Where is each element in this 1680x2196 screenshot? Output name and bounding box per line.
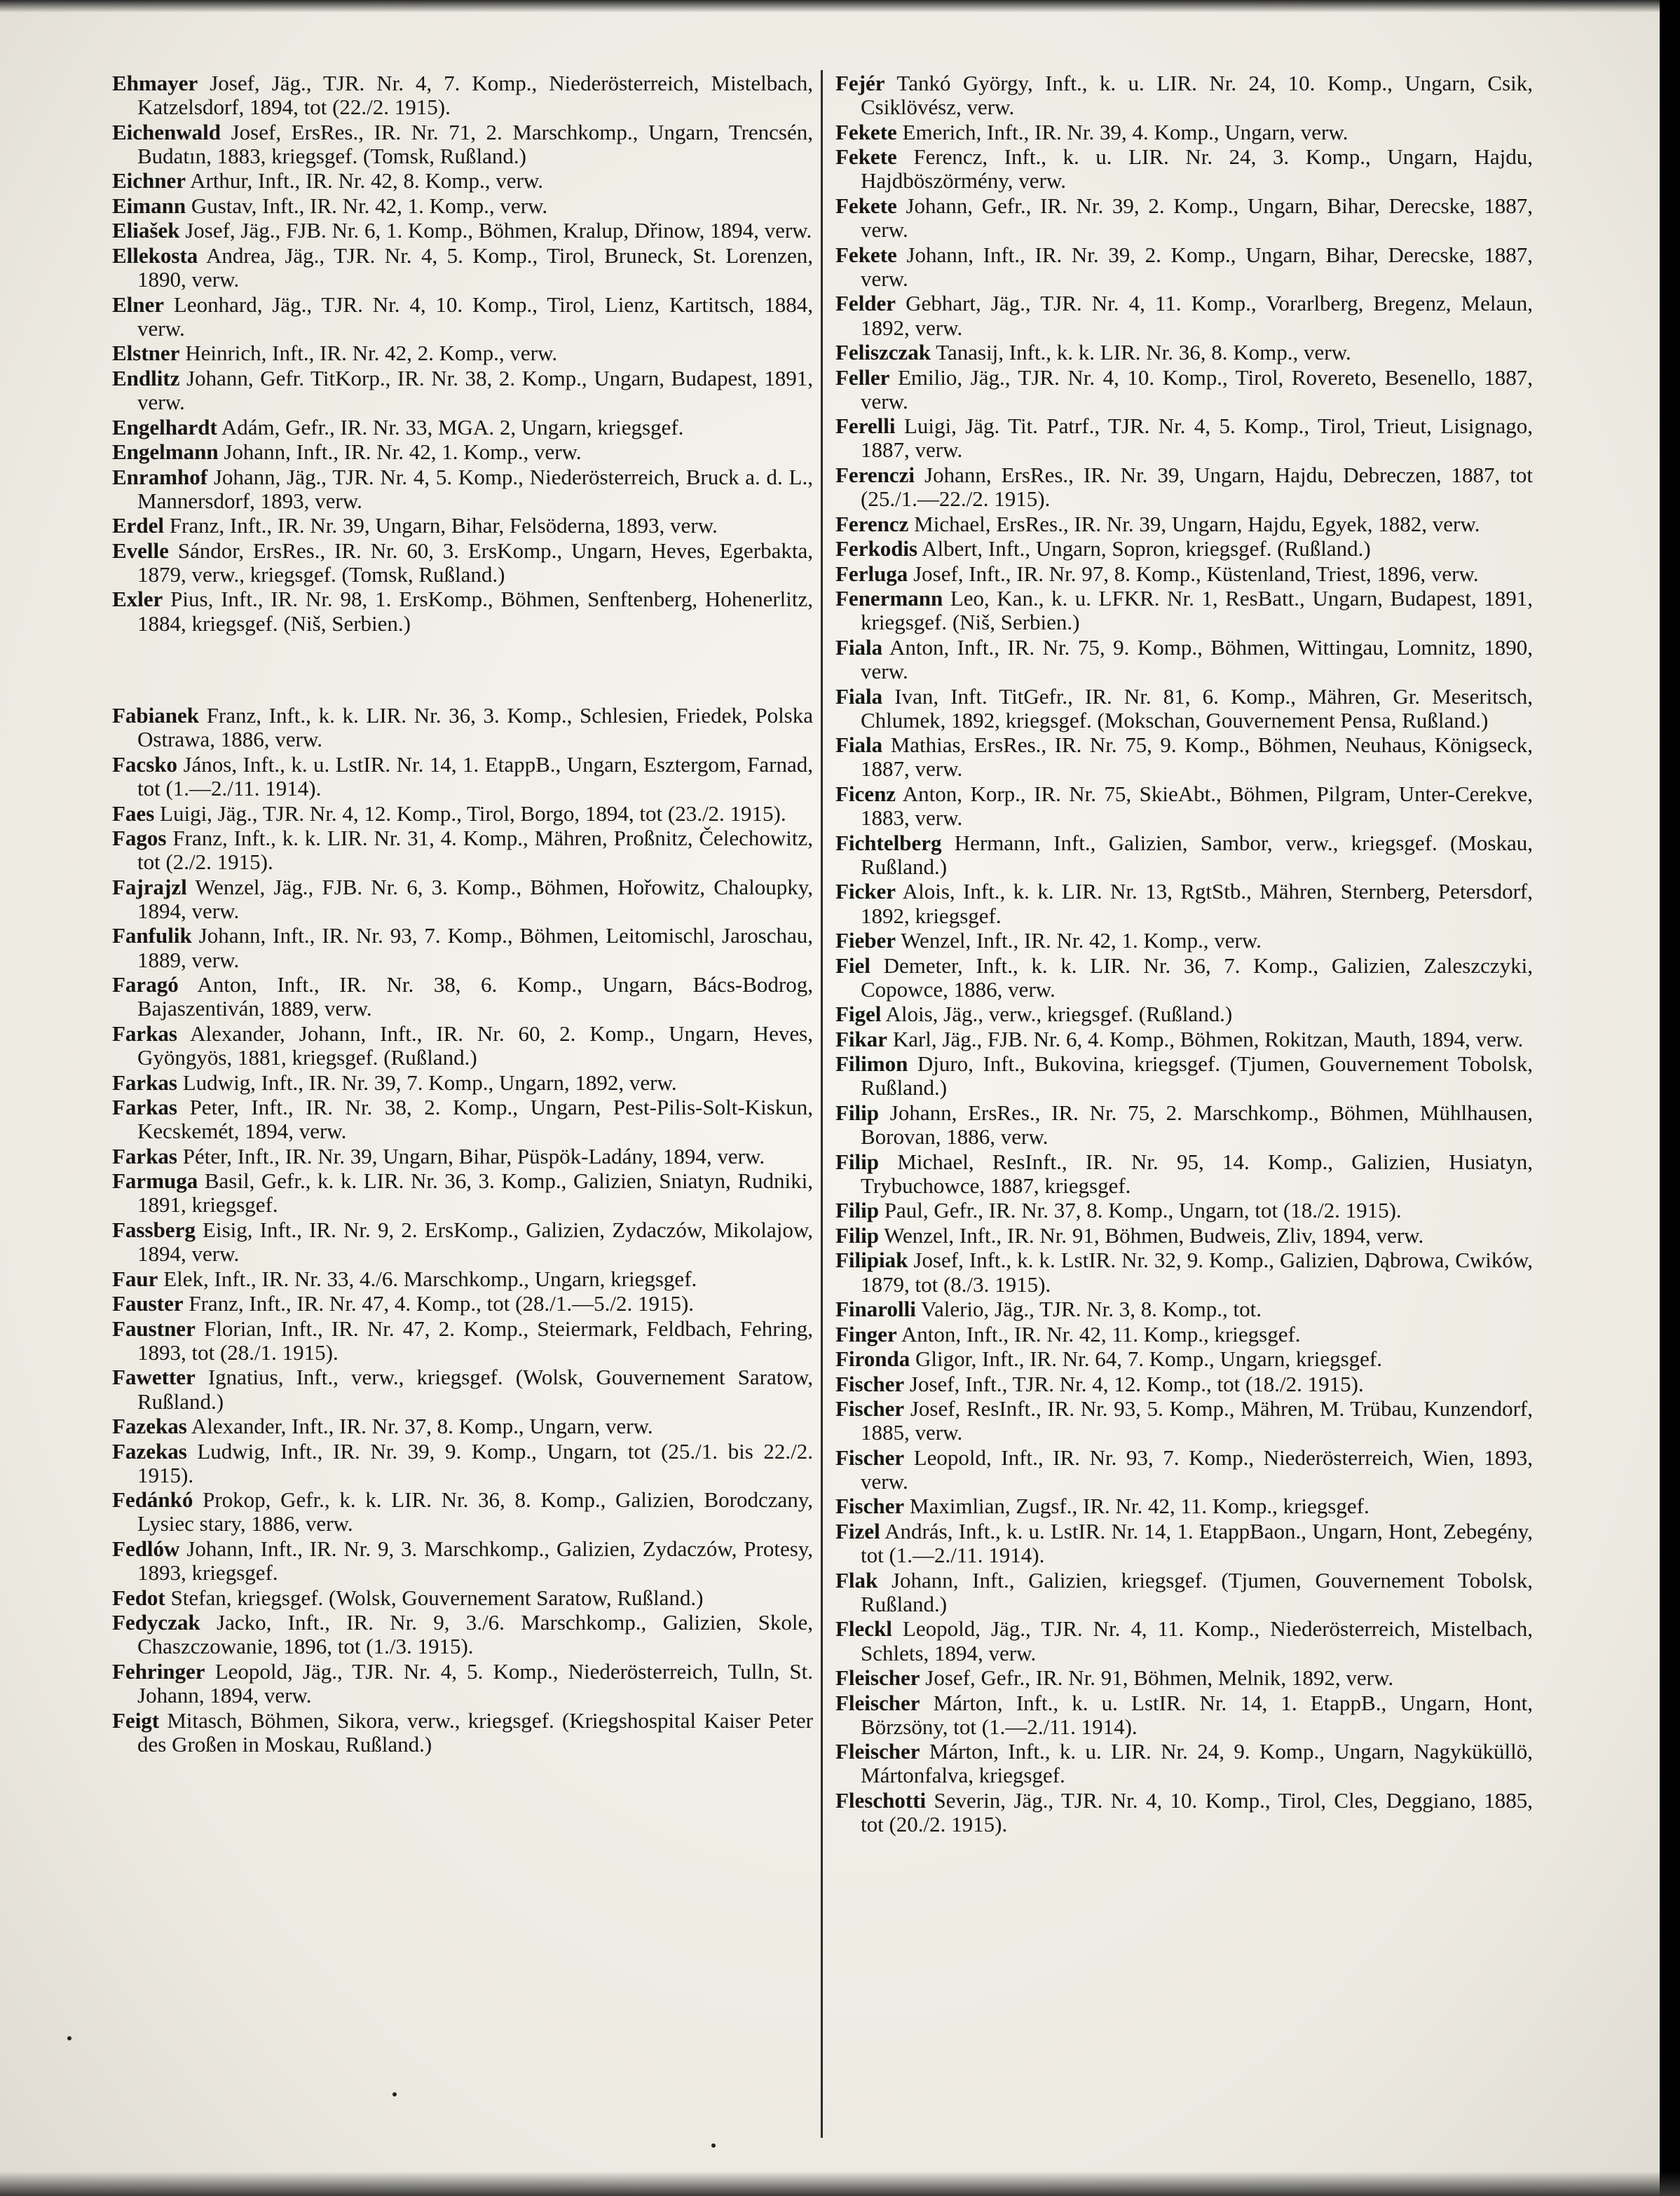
entry-surname: Fedyczak (112, 1610, 200, 1635)
entry-surname: Filimon (835, 1051, 908, 1077)
entry-details: Leopold, Inft., IR. Nr. 93, 7. Komp., Niederösterreich, Wien, 1893, verw. (861, 1445, 1534, 1494)
entry-details: Jacko, Inft., IR. Nr. 9, 3./6. Marschkomp., Galizien, Skole, Chaszczowanie, 1896, tot (1./3. 1915). (137, 1610, 814, 1659)
register-entry (112, 1611, 813, 1658)
register-entry (835, 243, 1533, 291)
right-entries (835, 71, 1533, 1836)
entry-surname: Filipiak (835, 1248, 908, 1273)
entry-details: Johann, Inft., IR. Nr. 9, 3. Marschkomp., Galizien, Zydaczów, Protesy, 1893, kriegsgef. (137, 1536, 814, 1585)
register-entry (112, 924, 813, 971)
entry-details: Basil, Gefr., k. k. LIR. Nr. 36, 3. Komp., Galizien, Sniatyn, Rudniki, 1891, kriegsgef. (137, 1168, 813, 1218)
entry-surname: Filip (835, 1100, 880, 1125)
register-entry (112, 1586, 813, 1610)
register-entry (112, 121, 813, 168)
register-entry (835, 292, 1533, 339)
entry-details: Ludwig, Inft., IR. Nr. 39, 9. Komp., Ungarn, tot (25./1. bis 22./2. 1915). (137, 1438, 813, 1487)
register-entry (112, 753, 813, 800)
register-entry (112, 416, 813, 439)
entry-surname: Fizel (835, 1518, 880, 1543)
entry-details: Valerio, Jäg., TJR. Nr. 3, 8. Komp., tot. (921, 1297, 1262, 1322)
entry-details: Ignatius, Inft., verw., kriegsgef. (Wolsk, Gouvernement Saratow, Rußland.) (137, 1365, 813, 1414)
entry-surname: Feliszczak (835, 340, 931, 365)
register-entry (835, 537, 1533, 561)
entry-details: Alois, Inft., k. k. LIR. Nr. 13, RgtStb., Mähren, Sternberg, Petersdorf, 1892, kriegsgef. (861, 879, 1533, 928)
register-entry (112, 194, 813, 218)
register-entry (835, 1028, 1533, 1051)
register-entry (835, 1494, 1533, 1518)
register-entry (112, 71, 813, 119)
entry-surname: Fiala (835, 634, 883, 660)
register-entry (112, 587, 813, 635)
register-entry (835, 1150, 1533, 1198)
entry-details: Franz, Inft., k. k. LIR. Nr. 31, 4. Komp., Mähren, Proßnitz, Čelechowitz, tot (2./2. 1915). (137, 826, 814, 875)
register-entry (112, 341, 813, 365)
register-entry (835, 1666, 1533, 1690)
register-entry (112, 1022, 813, 1070)
entry-details: Leonhard, Jäg., TJR. Nr. 4, 10. Komp., Tirol, Lienz, Kartitsch, 1884, verw. (137, 292, 813, 341)
entry-surname: Fischer (835, 1371, 905, 1396)
register-entry (112, 293, 813, 341)
entry-details: Prokop, Gefr., k. k. LIR. Nr. 36, 8. Komp., Galizien, Borodczany, Lysiec stary, 1886, verw. (137, 1487, 813, 1536)
entry-surname: Fekete (835, 242, 897, 267)
entry-details: Leopold, Jäg., TJR. Nr. 4, 5. Komp., Niederösterreich, Tulln, St. Johann, 1894, verw. (137, 1658, 813, 1708)
entry-details: Elek, Inft., IR. Nr. 33, 4./6. Marschkomp., Ungarn, kriegsgef. (163, 1266, 697, 1291)
register-entry (112, 465, 813, 513)
entry-surname: Ellekosta (112, 243, 198, 268)
entry-surname: Elner (112, 292, 165, 317)
register-entry (112, 1537, 813, 1585)
entry-surname: Eimann (112, 193, 186, 218)
section-gap (112, 636, 813, 704)
entry-details: Ivan, Inft. TitGefr., IR. Nr. 81, 6. Komp., Mähren, Gr. Meseritsch, Chlumek, 1892, kriegsgef. (Mokschan, Gouvernement Pensa, Rußland.) (861, 683, 1533, 732)
entry-surname: Feller (835, 364, 890, 390)
entry-surname: Faustner (112, 1316, 196, 1341)
scan-speck (392, 2092, 397, 2096)
entry-surname: Fassberg (112, 1217, 196, 1242)
entry-details: Karl, Jäg., FJB. Nr. 6, 4. Komp., Böhmen, Rokitzan, Mauth, 1894, verw. (892, 1026, 1524, 1051)
entry-details: Johann, Jäg., TJR. Nr. 4, 5. Komp., Niederösterreich, Bruck a. d. L., Mannersdorf, 1893, verw. (137, 464, 813, 513)
register-entry (112, 367, 813, 414)
entry-details: Michael, ErsRes., IR. Nr. 39, Ungarn, Hajdu, Egyek, 1882, verw. (914, 511, 1480, 536)
entry-surname: Fenermann (835, 586, 943, 611)
entry-surname: Endlitz (112, 365, 180, 390)
entry-details: András, Inft., k. u. LstIR. Nr. 14, 1. EtappBaon., Ungarn, Hont, Zebegény, tot (1.—2./11. 1914). (861, 1518, 1533, 1568)
entry-surname: Enramhof (112, 464, 208, 489)
entry-details: Maximlian, Zugsf., IR. Nr. 42, 11. Komp., kriegsgef. (909, 1494, 1370, 1519)
entry-surname: Fleckl (835, 1616, 892, 1642)
entry-details: Anton, Inft., IR. Nr. 42, 11. Komp., kriegsgef. (901, 1321, 1301, 1346)
entry-surname: Faragó (112, 972, 179, 997)
entry-details: Josef, Jäg., FJB. Nr. 6, 1. Komp., Böhmen, Kralup, Dřinow, 1894, verw. (185, 218, 812, 243)
register-entry (112, 514, 813, 538)
scan-speck (67, 2036, 71, 2040)
entry-details: Wenzel, Inft., IR. Nr. 42, 1. Komp., verw. (901, 928, 1262, 953)
entry-surname: Faur (112, 1266, 158, 1291)
register-entry (835, 1789, 1533, 1836)
register-entry (112, 440, 813, 464)
entry-details: Ferencz, Inft., k. u. LIR. Nr. 24, 3. Komp., Ungarn, Hajdu, Hajdböszörmény, verw. (861, 144, 1534, 193)
entry-details: Paul, Gefr., IR. Nr. 37, 8. Komp., Ungarn, tot (18./2. 1915). (884, 1198, 1402, 1223)
register-entry (835, 1224, 1533, 1248)
entry-details: Alois, Jäg., verw., kriegsgef. (Rußland.) (885, 1002, 1233, 1027)
left-column (112, 71, 813, 1757)
register-entry (835, 1199, 1533, 1222)
register-entry (835, 1520, 1533, 1567)
entry-surname: Ficker (835, 879, 896, 904)
entry-details: Gebhart, Jäg., TJR. Nr. 4, 11. Komp., Vorarlberg, Bregenz, Melaun, 1892, verw. (861, 291, 1533, 340)
entry-surname: Fichtelberg (835, 830, 942, 855)
register-entry (835, 1002, 1533, 1026)
entry-surname: Eichner (112, 168, 186, 193)
entry-surname: Flak (835, 1567, 878, 1593)
register-entry (112, 1096, 813, 1143)
left-entries-e (112, 71, 813, 636)
entry-details: Johann, Inft., IR. Nr. 42, 1. Komp., verw. (224, 439, 582, 465)
register-entry (835, 880, 1533, 927)
right-column (835, 71, 1533, 1838)
entry-surname: Fajrajzl (112, 874, 187, 899)
entry-surname: Felder (835, 291, 896, 316)
entry-details: Wenzel, Inft., IR. Nr. 91, Böhmen, Budweis, Zliv, 1894, verw. (884, 1222, 1424, 1248)
register-entry (835, 1347, 1533, 1371)
entry-details: Djuro, Inft., Bukovina, kriegsgef. (Tjumen, Gouvernement Tobolsk, Rußland.) (861, 1051, 1533, 1100)
register-entry (835, 414, 1533, 462)
entry-details: Stefan, kriegsgef. (Wolsk, Gouvernement Saratow, Rußland.) (170, 1585, 704, 1610)
register-entry (835, 831, 1533, 879)
entry-details: Andrea, Jäg., TJR. Nr. 4, 5. Komp., Tirol, Bruneck, St. Lorenzen, 1890, verw. (137, 243, 813, 292)
entry-details: Pius, Inft., IR. Nr. 98, 1. ErsKomp., Böhmen, Senftenberg, Hohenerlitz, 1884, kriegsgef. (Niš, Serbien.) (137, 587, 813, 636)
register-entry (835, 1372, 1533, 1396)
entry-details: Josef, Inft., TJR. Nr. 4, 12. Komp., tot (18./2. 1915). (909, 1371, 1364, 1396)
entry-details: Peter, Inft., IR. Nr. 38, 2. Komp., Ungarn, Pest-Pilis-Solt-Kiskun, Kecskemét, 1894, verw. (137, 1095, 813, 1144)
register-entry (835, 1248, 1533, 1296)
entry-details: Johann, Gefr. TitKorp., IR. Nr. 38, 2. Komp., Ungarn, Budapest, 1891, verw. (137, 365, 813, 415)
entry-details: Franz, Inft., k. k. LIR. Nr. 36, 3. Komp., Schlesien, Friedek, Polska Ostrawa, 1886, verw. (137, 703, 813, 752)
register-entry (835, 1397, 1533, 1445)
entry-details: Leo, Kan., k. u. LFKR. Nr. 1, ResBatt., Ungarn, Budapest, 1891, kriegsgef. (Niš, Serbien.) (861, 586, 1534, 635)
register-entry (835, 1617, 1533, 1665)
entry-surname: Ficenz (835, 781, 896, 806)
entry-surname: Fleschotti (835, 1787, 927, 1813)
register-entry (835, 636, 1533, 683)
register-entry (112, 973, 813, 1021)
entry-details: Arthur, Inft., IR. Nr. 42, 8. Komp., verw. (190, 168, 543, 193)
entry-surname: Farkas (112, 1021, 177, 1046)
entry-details: Emerich, Inft., IR. Nr. 39, 4. Komp., Ungarn, verw. (902, 119, 1348, 144)
entry-details: Mathias, ErsRes., IR. Nr. 75, 9. Komp., Böhmen, Neuhaus, Königseck, 1887, verw. (861, 732, 1534, 782)
entry-details: Josef, Inft., k. k. LstIR. Nr. 32, 9. Komp., Galizien, Dąbrowa, Cwików, 1879, tot (8./3. 1915). (861, 1248, 1533, 1297)
entry-surname: Fiala (835, 732, 883, 758)
entry-details: Mitasch, Böhmen, Sikora, verw., kriegsgef. (Kriegshospital Kaiser Peter des Großen in Moskau, Rußland.) (137, 1707, 814, 1757)
entry-details: Tanasij, Inft., k. k. LIR. Nr. 36, 8. Komp., verw. (936, 340, 1351, 365)
entry-details: Johann, Inft., IR. Nr. 93, 7. Komp., Böhmen, Leitomischl, Jaroschau, 1889, verw. (137, 923, 813, 972)
register-entry (112, 1660, 813, 1707)
register-entry (835, 562, 1533, 586)
entry-surname: Eichenwald (112, 119, 221, 144)
register-entry (835, 512, 1533, 536)
entry-details: Franz, Inft., IR. Nr. 47, 4. Komp., tot (28./1.—5./2. 1915). (189, 1291, 695, 1316)
entry-surname: Ferelli (835, 414, 896, 439)
entry-details: Josef, ResInft., IR. Nr. 93, 5. Komp., Mähren, M. Trübau, Kunzendorf, 1885, verw. (861, 1396, 1533, 1445)
entry-surname: Filip (835, 1222, 880, 1248)
entry-surname: Fekete (835, 144, 897, 170)
entry-details: Michael, ResInft., IR. Nr. 95, 14. Komp., Galizien, Husiatyn, Trybuchowce, 1887, kriegsgef. (861, 1149, 1533, 1198)
entry-details: Emilio, Jäg., TJR. Nr. 4, 10. Komp., Tirol, Rovereto, Besenello, 1887, verw. (861, 364, 1533, 414)
entry-surname: Ferenczi (835, 462, 915, 487)
entry-surname: Fedánkó (112, 1487, 193, 1513)
register-entry (835, 954, 1533, 1002)
register-entry (835, 1569, 1533, 1616)
entry-surname: Fawetter (112, 1365, 196, 1390)
entry-surname: Fedot (112, 1585, 165, 1610)
entry-surname: Ferkodis (835, 536, 918, 561)
register-entry (112, 704, 813, 751)
entry-surname: Fikar (835, 1026, 888, 1051)
register-entry (835, 1323, 1533, 1346)
register-entry (835, 341, 1533, 364)
register-entry (112, 1709, 813, 1757)
register-entry (835, 366, 1533, 414)
entry-details: Johann, Inft., IR. Nr. 39, 2. Komp., Ungarn, Bihar, Derecske, 1887, verw. (861, 242, 1534, 291)
register-entry (112, 1169, 813, 1217)
entry-details: Gustav, Inft., IR. Nr. 42, 1. Komp., verw. (191, 193, 548, 218)
register-entry (112, 1292, 813, 1316)
register-entry (835, 685, 1533, 732)
entry-surname: Ehmayer (112, 71, 198, 95)
entry-details: Alexander, Johann, Inft., IR. Nr. 60, 2. Komp., Ungarn, Heves, Gyöngyös, 1881, kriegsgef. (Rußland.) (137, 1021, 813, 1070)
entry-surname: Fauster (112, 1291, 184, 1316)
entry-surname: Fekete (835, 193, 897, 218)
register-entry (112, 1218, 813, 1266)
entry-details: Adám, Gefr., IR. Nr. 33, MGA. 2, Ungarn, kriegsgef. (221, 414, 684, 439)
entry-surname: Exler (112, 587, 163, 612)
entry-surname: Fischer (835, 1445, 905, 1470)
register-entry (835, 1691, 1533, 1739)
entry-surname: Farkas (112, 1143, 177, 1168)
entry-details: Josef, Gefr., IR. Nr. 91, Böhmen, Melnik, 1892, verw. (925, 1665, 1394, 1691)
register-entry (835, 587, 1533, 634)
entry-details: Luigi, Jäg., TJR. Nr. 4, 12. Komp., Tirol, Borgo, 1894, tot (23./2. 1915). (160, 800, 786, 826)
register-entry (112, 1365, 813, 1413)
entry-surname: Faes (112, 800, 155, 826)
entry-surname: Fieber (835, 928, 896, 953)
entry-surname: Fazekas (112, 1438, 187, 1464)
register-entry (112, 539, 813, 587)
register-entry (112, 1488, 813, 1536)
register-entry (835, 194, 1533, 242)
entry-surname: Engelmann (112, 439, 219, 465)
entry-details: Franz, Inft., IR. Nr. 39, Ungarn, Bihar, Felsöderna, 1893, verw. (169, 513, 718, 538)
scan-border-right (1660, 0, 1680, 2196)
entry-surname: Fleischer (835, 1690, 920, 1715)
left-entries-f (112, 704, 813, 1757)
register-entry (835, 463, 1533, 511)
entry-surname: Finarolli (835, 1297, 916, 1322)
entry-surname: Fagos (112, 826, 167, 851)
entry-details: Luigi, Jäg. Tit. Patrf., TJR. Nr. 4, 5. Komp., Tirol, Trieut, Lisignago, 1887, verw. (861, 414, 1534, 463)
entry-surname: Eliašek (112, 218, 180, 243)
register-entry (112, 1071, 813, 1095)
register-entry (112, 169, 813, 193)
entry-surname: Ferluga (835, 561, 908, 586)
entry-surname: Fischer (835, 1396, 905, 1421)
column-divider (821, 70, 823, 2138)
entry-surname: Farkas (112, 1070, 177, 1095)
register-entry (835, 782, 1533, 830)
entry-surname: Evelle (112, 538, 169, 563)
entry-details: Gligor, Inft., IR. Nr. 64, 7. Komp., Ungarn, kriegsgef. (915, 1346, 1382, 1372)
entry-surname: Fekete (835, 119, 897, 144)
entry-surname: Fazekas (112, 1414, 187, 1439)
entry-details: Josef, Inft., IR. Nr. 97, 8. Komp., Küstenland, Triest, 1896, verw. (913, 561, 1479, 586)
register-entry (835, 733, 1533, 781)
entry-details: Márton, Inft., k. u. LIR. Nr. 24, 9. Komp., Ungarn, Nagyküküllö, Mártonfalva, kriegsgef. (861, 1739, 1534, 1788)
register-entry (835, 1297, 1533, 1321)
entry-details: Tankó György, Inft., k. u. LIR. Nr. 24, 10. Komp., Ungarn, Csik, Csiklövész, verw. (861, 71, 1533, 120)
entry-surname: Engelhardt (112, 414, 217, 439)
register-entry (112, 1145, 813, 1168)
entry-details: Severin, Jäg., TJR. Nr. 4, 10. Komp., Tirol, Cles, Deggiano, 1885, tot (20./2. 1915). (861, 1787, 1534, 1837)
register-entry (112, 875, 813, 923)
entry-details: Eisig, Inft., IR. Nr. 9, 2. ErsKomp., Galizien, Zydaczów, Mikolajow, 1894, verw. (137, 1217, 814, 1267)
entry-surname: Fischer (835, 1494, 905, 1519)
entry-details: Alexander, Inft., IR. Nr. 37, 8. Komp., Ungarn, verw. (191, 1414, 653, 1439)
scan-speck (711, 2143, 716, 2148)
entry-surname: Erdel (112, 513, 165, 538)
entry-surname: Fehringer (112, 1658, 205, 1684)
register-entry (835, 145, 1533, 193)
entry-surname: Filip (835, 1149, 880, 1174)
entry-details: Péter, Inft., IR. Nr. 39, Ungarn, Bihar, Püspök-Ladány, 1894, verw. (182, 1143, 765, 1168)
entry-surname: Finger (835, 1321, 897, 1346)
entry-surname: Feigt (112, 1707, 160, 1733)
entry-details: Johann, ErsRes., IR. Nr. 39, Ungarn, Hajdu, Debreczen, 1887, tot (25./1.—22./2. 1915). (861, 462, 1534, 512)
scan-border-bottom (0, 2171, 1680, 2196)
register-entry (835, 929, 1533, 953)
register-entry (112, 219, 813, 243)
register-entry (835, 1101, 1533, 1149)
scan-border-top (0, 0, 1680, 13)
register-entry (112, 244, 813, 292)
register-entry (835, 1740, 1533, 1787)
entry-details: Ludwig, Inft., IR. Nr. 39, 7. Komp., Ungarn, 1892, verw. (182, 1070, 677, 1095)
entry-details: Albert, Inft., Ungarn, Sopron, kriegsgef. (Rußland.) (922, 536, 1371, 561)
entry-details: Leopold, Jäg., TJR. Nr. 4, 11. Komp., Niederösterreich, Mistelbach, Schlets, 1894, verw. (861, 1616, 1533, 1665)
entry-surname: Figel (835, 1002, 882, 1027)
register-entry (112, 1267, 813, 1291)
entry-surname: Fanfulik (112, 923, 192, 948)
register-entry (112, 1317, 813, 1365)
entry-details: Heinrich, Inft., IR. Nr. 42, 2. Komp., verw. (185, 341, 558, 366)
register-entry (112, 1414, 813, 1438)
entry-surname: Filip (835, 1198, 880, 1223)
entry-surname: Fedlów (112, 1536, 180, 1561)
entry-surname: Fiala (835, 683, 883, 709)
entry-details: Anton, Inft., IR. Nr. 38, 6. Komp., Ungarn, Bács-Bodrog, Bajaszentiván, 1889, verw. (137, 972, 813, 1021)
entry-surname: Fleischer (835, 1665, 920, 1691)
entry-surname: Fabianek (112, 703, 200, 728)
register-entry (112, 826, 813, 874)
entry-surname: Fleischer (835, 1739, 920, 1764)
entry-details: Johann, Gefr., IR. Nr. 39, 2. Komp., Ungarn, Bihar, Derecske, 1887, verw. (861, 193, 1533, 243)
register-entry (835, 121, 1533, 144)
entry-details: Johann, Inft., Galizien, kriegsgef. (Tjumen, Gouvernement Tobolsk, Rußland.) (861, 1567, 1533, 1616)
entry-details: Anton, Inft., IR. Nr. 75, 9. Komp., Böhmen, Wittingau, Lomnitz, 1890, verw. (861, 634, 1534, 684)
entry-surname: Elstner (112, 341, 180, 366)
entry-details: Johann, ErsRes., IR. Nr. 75, 2. Marschkomp., Böhmen, Mühlhausen, Borovan, 1886, verw. (861, 1100, 1533, 1150)
entry-surname: Facsko (112, 751, 177, 777)
register-entry (835, 1446, 1533, 1494)
register-entry (112, 802, 813, 826)
entry-details: Sándor, ErsRes., IR. Nr. 60, 3. ErsKomp., Ungarn, Heves, Egerbakta, 1879, verw., kriegsgef. (Tomsk, Rußland.) (137, 538, 813, 587)
entry-surname: Fejér (835, 71, 885, 95)
entry-details: János, Inft., k. u. LstIR. Nr. 14, 1. EtappB., Ungarn, Esztergom, Farnad, tot (1.—2./11. 1914). (137, 751, 814, 801)
entry-details: Wenzel, Jäg., FJB. Nr. 6, 3. Komp., Böhmen, Hořowitz, Chaloupky, 1894, verw. (137, 874, 813, 923)
entry-details: Márton, Inft., k. u. LstIR. Nr. 14, 1. EtappB., Ungarn, Hont, Börzsöny, tot (1.—2./11. 1914). (861, 1690, 1533, 1739)
entry-surname: Fironda (835, 1346, 910, 1372)
entry-details: Florian, Inft., IR. Nr. 47, 2. Komp., Steiermark, Feldbach, Fehring, 1893, tot (28./1. 1915). (137, 1316, 813, 1365)
entry-details: Demeter, Inft., k. k. LIR. Nr. 36, 7. Komp., Galizien, Zaleszczyki, Copowce, 1886, verw. (861, 953, 1533, 1002)
entry-details: Josef, Jäg., TJR. Nr. 4, 7. Komp., Niederösterreich, Mistelbach, Katzelsdorf, 1894, tot (22./2. 1915). (137, 71, 814, 120)
entry-surname: Farmuga (112, 1168, 198, 1194)
entry-details: Anton, Korp., IR. Nr. 75, SkieAbt., Böhmen, Pilgram, Unter-Cerekve, 1883, verw. (861, 781, 1533, 831)
register-entry (835, 1052, 1533, 1100)
entry-surname: Fiel (835, 953, 870, 978)
entry-surname: Ferencz (835, 511, 909, 536)
entry-details: Josef, ErsRes., IR. Nr. 71, 2. Marschkomp., Ungarn, Trencsén, Budatın, 1883, kriegsgef. (Tomsk, Rußland.) (137, 119, 813, 168)
entry-details: Hermann, Inft., Galizien, Sambor, verw., kriegsgef. (Moskau, Rußland.) (861, 830, 1534, 879)
entry-surname: Farkas (112, 1095, 177, 1120)
register-entry (112, 1440, 813, 1487)
register-entry (835, 71, 1533, 119)
